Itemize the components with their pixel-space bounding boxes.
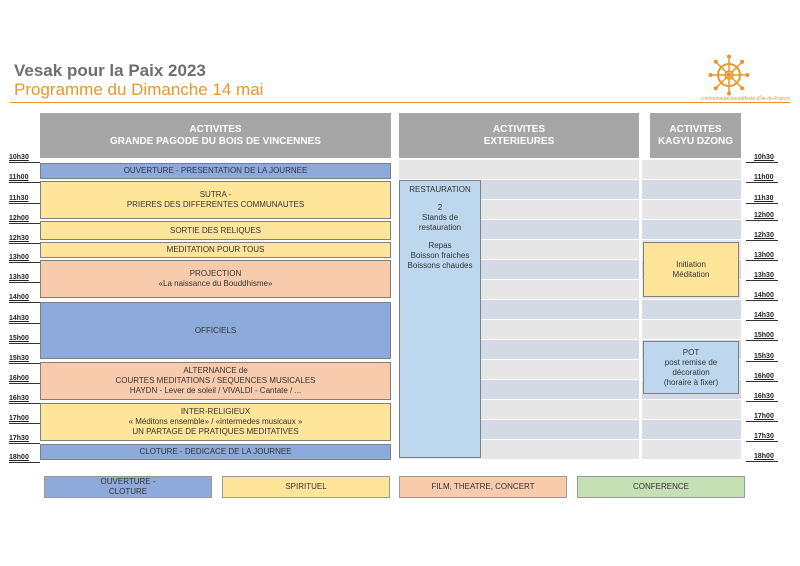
tick-line: [9, 323, 40, 324]
event-label: décoration: [672, 367, 710, 377]
tick-line: [9, 282, 40, 283]
event-label: RESTAURATION: [409, 185, 471, 194]
tick-line: [9, 203, 40, 204]
time-label: 17h00: [9, 415, 29, 422]
event-label: ALTERNANCE de: [183, 366, 248, 375]
tick-line: [9, 243, 40, 244]
event-label: post remise de: [664, 357, 718, 367]
event-label: Initiation: [676, 259, 706, 269]
time-label: 16h30: [9, 395, 29, 402]
time-label: 11h00: [9, 174, 29, 181]
event-inter-religieux: [40, 403, 391, 441]
tick-line: [9, 462, 40, 463]
time-label: 13h00: [9, 254, 29, 261]
event-label: «La naissance du Bouddhisme»: [158, 279, 273, 288]
tick-line: [746, 203, 778, 204]
time-label: 14h30: [754, 312, 774, 319]
column-header-kagyu: [650, 113, 741, 158]
event-pot: [643, 341, 739, 394]
column-header-line: ACTIVITES: [669, 123, 722, 135]
tick-line: [9, 363, 40, 364]
time-label: 15h00: [754, 332, 774, 339]
event-label: SUTRA -: [199, 190, 232, 199]
event-label: PROJECTION: [189, 269, 242, 278]
event-alternance: [40, 362, 391, 400]
time-label: 11h00: [754, 174, 774, 181]
tick-line: [746, 182, 778, 183]
time-label: 18h00: [9, 454, 29, 461]
time-label: 11h30: [9, 195, 29, 202]
time-label: 15h00: [9, 335, 29, 342]
event-label: 2: [437, 203, 443, 212]
event-label: CLOTURE - DEDICACE DE LA JOURNEE: [139, 447, 292, 456]
column-header-exterieures: [399, 113, 639, 158]
time-label: 14h30: [9, 315, 29, 322]
legend-label: FILM, THEATRE, CONCERT: [431, 482, 535, 491]
legend-conference: [577, 476, 745, 498]
event-label: Boisson fraiches: [410, 251, 470, 260]
event-initiation: [643, 242, 739, 297]
event-label: (horaire à fixer): [663, 377, 719, 387]
time-label: 14h00: [754, 292, 774, 299]
time-label: 10h30: [754, 154, 774, 161]
column-header-line: ACTIVITES: [189, 123, 242, 135]
tick-line: [746, 280, 778, 281]
tick-line: [746, 260, 778, 261]
event-label: POT: [682, 347, 700, 357]
tick-line: [746, 162, 778, 163]
legend-ouverture-cloture: [44, 476, 212, 498]
event-label: Boissons chaudes: [407, 261, 473, 270]
header-divider: [10, 102, 790, 103]
event-restauration: [399, 180, 481, 458]
column-header-line: GRANDE PAGODE DU BOIS DE VINCENNES: [110, 135, 321, 147]
time-label: 12h30: [9, 235, 29, 242]
event-label: Repas: [428, 241, 452, 250]
event-reliques: [40, 221, 391, 240]
time-label: 13h30: [9, 274, 29, 281]
legend-film-theatre-concert: [399, 476, 567, 498]
time-label: 12h00: [9, 215, 29, 222]
time-label: 16h30: [754, 393, 774, 400]
event-projection: [40, 260, 391, 298]
tick-line: [9, 443, 40, 444]
tick-line: [746, 461, 778, 462]
tick-line: [746, 240, 778, 241]
event-meditation: [40, 242, 391, 258]
event-label: UN PARTAGE DE PRATIQUES MEDITATIVES: [132, 427, 299, 436]
time-label: 18h00: [754, 453, 774, 460]
event-label: Méditation: [672, 269, 710, 279]
column-header-line: EXTERIEURES: [483, 135, 555, 147]
column-header-pagode: [40, 113, 391, 158]
time-label: 15h30: [9, 355, 29, 362]
tick-line: [746, 401, 778, 402]
event-label: SORTIE DES RELIQUES: [170, 225, 261, 235]
tick-line: [9, 403, 40, 404]
time-label: 15h30: [754, 353, 774, 360]
time-label: 13h30: [754, 272, 774, 279]
tick-line: [746, 300, 778, 301]
tick-line: [9, 302, 40, 303]
time-label: 12h30: [754, 232, 774, 239]
time-label: 17h00: [754, 413, 774, 420]
tick-line: [746, 340, 778, 341]
time-label: 13h00: [754, 252, 774, 259]
legend-spirituel: [222, 476, 390, 498]
event-label: restauration: [418, 223, 462, 232]
dharma-wheel-icon: [708, 54, 750, 96]
time-label: 10h30: [9, 154, 29, 161]
tick-line: [746, 220, 778, 221]
time-label: 11h30: [754, 195, 774, 202]
tick-line: [746, 320, 778, 321]
tick-line: [9, 343, 40, 344]
page-subtitle: Programme du Dimanche 14 mai: [14, 80, 264, 99]
page-title: Vesak pour la Paix 2023: [14, 61, 206, 80]
event-label: COURTES MEDITATIONS / SEQUENCES MUSICALES: [115, 376, 316, 385]
tick-line: [9, 223, 40, 224]
column-separator: [639, 160, 642, 460]
tick-line: [746, 361, 778, 362]
event-label: OUVERTURE - PRESENTATION DE LA JOURNEE: [123, 166, 308, 175]
event-label: « Méditons ensemble» / «intermedes musicaux »: [128, 417, 303, 426]
tick-line: [746, 421, 778, 422]
tick-line: [746, 441, 778, 442]
event-sutra: [40, 181, 391, 219]
legend-label: OUVERTURE -: [100, 477, 156, 486]
event-officiels: [40, 302, 391, 359]
time-label: 12h00: [754, 212, 774, 219]
tick-line: [746, 381, 778, 382]
event-label: PRIERES DES DIFFERENTES COMMUNAUTES: [126, 200, 305, 209]
event-ouverture: [40, 163, 391, 179]
legend-label: CLOTURE: [108, 487, 148, 496]
event-label: MEDITATION POUR TOUS: [166, 245, 265, 254]
tick-line: [9, 383, 40, 384]
tick-line: [9, 423, 40, 424]
event-cloture: [40, 444, 391, 460]
column-header-line: ACTIVITES: [492, 123, 546, 135]
event-label: INTER-RELIGIEUX: [180, 407, 251, 416]
event-label: HAYDN - Lever de soleil / VIVALDI - Cantate / ...: [129, 386, 302, 395]
time-label: 16h00: [9, 375, 29, 382]
legend-label: SPIRITUEL: [285, 482, 327, 491]
event-label: OFFICIELS: [194, 325, 237, 335]
tick-line: [9, 262, 40, 263]
legend-label: CONFERENCE: [632, 482, 689, 491]
time-label: 14h00: [9, 294, 29, 301]
event-label: Stands de: [421, 213, 459, 222]
org-name: communauté bouddhiste d'Île-de-France: [700, 96, 790, 102]
time-label: 17h30: [9, 435, 29, 442]
tick-line: [9, 182, 40, 183]
tick-line: [9, 162, 40, 163]
time-label: 17h30: [754, 433, 774, 440]
time-label: 16h00: [754, 373, 774, 380]
column-header-line: KAGYU DZONG: [658, 135, 733, 147]
